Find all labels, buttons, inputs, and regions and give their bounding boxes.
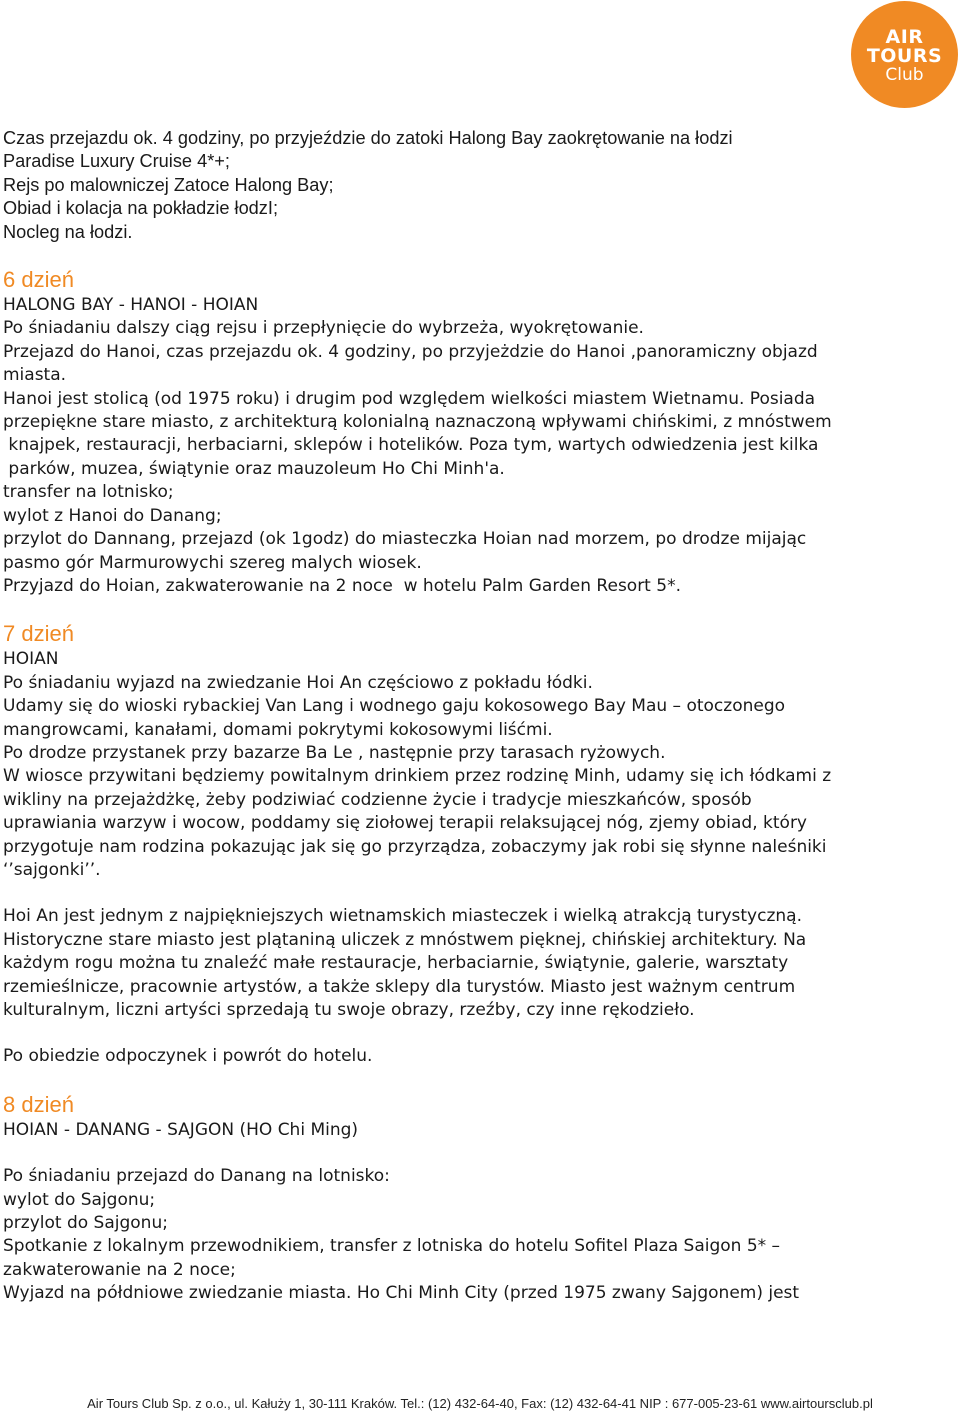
day-6-line: miasta. [3,365,67,386]
day-7-line: wikliny na przejażdżkę, żeby podziwiać codzienne życie i tradycje mieszkańców, sposób [3,789,752,810]
day-7-line: mangrowcami, kanałami, domami pokrytymi kokosowymi liśćmi. [3,719,553,740]
day-8-line: wylot do Sajgonu; [3,1189,156,1210]
day-6-route: HALONG BAY - HANOI - HOIAN [3,295,259,316]
day-6-heading: 6 dzień [3,267,74,293]
day-8-heading: 8 dzień [3,1091,74,1117]
day-7-line: uprawiania warzyw i wocow, poddamy się ziołowej terapii relaksującej nóg, zjemy obiad, który [3,813,807,834]
day-6-line: przepiękne stare miasto, z architekturą kolonialną naznaczoną wpływami chińskimi, z mnóstwem [3,412,832,433]
day-7-line: ‘’sajgonki’’. [3,859,101,880]
day-8-route: HOIAN - DANANG - SAJGON (HO Chi Ming) [3,1119,359,1140]
itinerary-content [3,127,958,1306]
day-7-line: Udamy się do wioski rybackiej Van Lang i wodnego gaju kokosowego Bay Mau – otoczonego [3,696,786,717]
day-7-para2-line: każdym rogu można tu znaleźć małe restauracje, herbaciarnie, świątynie, galerie, warsztaty [3,953,789,974]
day-7-para2-line: rzemieślnicze, pracownie artystów, a także sklepy dla turystów. Miasto jest ważnym centrum [3,976,796,997]
day-7-para2-line: Historyczne stare miasto jest plątaniną uliczek z mnóstwem pięknej, chińskiej architektury. Na [3,929,807,950]
day-8-line: Wyjazd na półdniowe zwiedzanie miasta. Ho Chi Minh City (przed 1975 zwany Sajgonem) jest [3,1283,800,1304]
day-7-route: HOIAN [3,649,59,670]
intro-line: Nocleg na łodzi. [3,221,133,242]
day-7-line: W wiosce przywitani będziemy powitalnym drinkiem przez rodzinę Minh, udamy się ich łódkami z [3,766,832,787]
day-7-heading: 7 dzień [3,621,74,647]
day-6-line: przylot do Dannang, przejazd (ok 1godz) do miasteczka Hoian nad morzem, po drodze mijając [3,529,807,550]
air-tours-club-logo [851,1,958,108]
day-6-line: pasmo gór Marmurowychi szereg malych wiosek. [3,552,422,573]
day-6-line: Przejazd do Hanoi, czas przejazdu ok. 4 godziny, po przyjeżdzie do Hanoi ,panoramiczny objazd [3,341,818,362]
day-7-para2-line: Hoi An jest jednym z najpiękniejszych wietnamskich miasteczek i wielką atrakcją turystyczną. [3,906,802,927]
logo-text-air: AIR [885,26,924,48]
day-7-line: przygotuje nam rodzina pokazując jak się go przyrządza, zobaczymy jak robi się słynne naleśniki [3,836,827,857]
day-8-line: przylot do Sajgonu; [3,1213,168,1234]
day-6-line: transfer na lotnisko; [3,482,174,503]
day-8-line: Po śniadaniu przejazd do Danang na lotnisko: [3,1166,390,1187]
day-8-line: Spotkanie z lokalnym przewodnikiem, transfer z lotniska do hotelu Sofitel Plaza Saigon 5* – [3,1236,781,1257]
day-6-line: Po śniadaniu dalszy ciąg rejsu i przepłynięcie do wybrzeża, wyokrętowanie. [3,318,644,339]
logo-text-tours: TOURS [866,45,943,67]
day-7-para3: Po obiedzie odpoczynek i powrót do hotelu. [3,1046,373,1067]
day-8-line: zakwaterowanie na 2 noce; [3,1259,236,1280]
day-6-line: Przyjazd do Hoian, zakwaterowanie na 2 noce w hotelu Palm Garden Resort 5*. [3,575,681,596]
intro-line: Czas przejazdu ok. 4 godziny, po przyjeździe do zatoki Halong Bay zaokrętowanie na łodzi [3,128,733,148]
page-footer: Air Tours Club Sp. z o.o., ul. Kałuży 1, 30-111 Kraków. Tel.: (12) 432-64-40, Fax: (12) 432-64-41 NIP : 677-005-23-61 www.airtoursclub.pl [87,1396,873,1411]
day-7-para2-line: kulturalnym, liczni artyści sprzedają tu swoje obrazy, rzeźby, czy inne rękodzieło. [3,1000,695,1020]
day-7-line: Po drodze przystanek przy bazarze Ba Le , następnie przy tarasach ryżowych. [3,742,666,763]
day-6-line: knajpek, restauracji, herbaciarni, sklepów i hotelików. Poza tym, wartych odwiedzenia jest kilka [3,435,819,456]
day-6-line: parków, muzea, świątynie oraz mauzoleum Ho Chi Minh'a. [3,458,505,479]
intro-line: Paradise Luxury Cruise 4*+; [3,151,230,172]
intro-line: Rejs po malowniczej Zatoce Halong Bay; [3,174,334,195]
day-6-line: Hanoi jest stolicą (od 1975 roku) i drugim pod względem wielkości miastem Wietnamu. Posiada [3,388,816,409]
day-6-line: wylot z Hanoi do Danang; [3,505,222,526]
intro-line: Obiad i kolacja na pokładzie łodzI; [3,198,278,219]
day-7-line: Po śniadaniu wyjazd na zwiedzanie Hoi An częściowo z pokładu łódki. [3,672,593,693]
logo-text-club: Club [885,65,924,85]
